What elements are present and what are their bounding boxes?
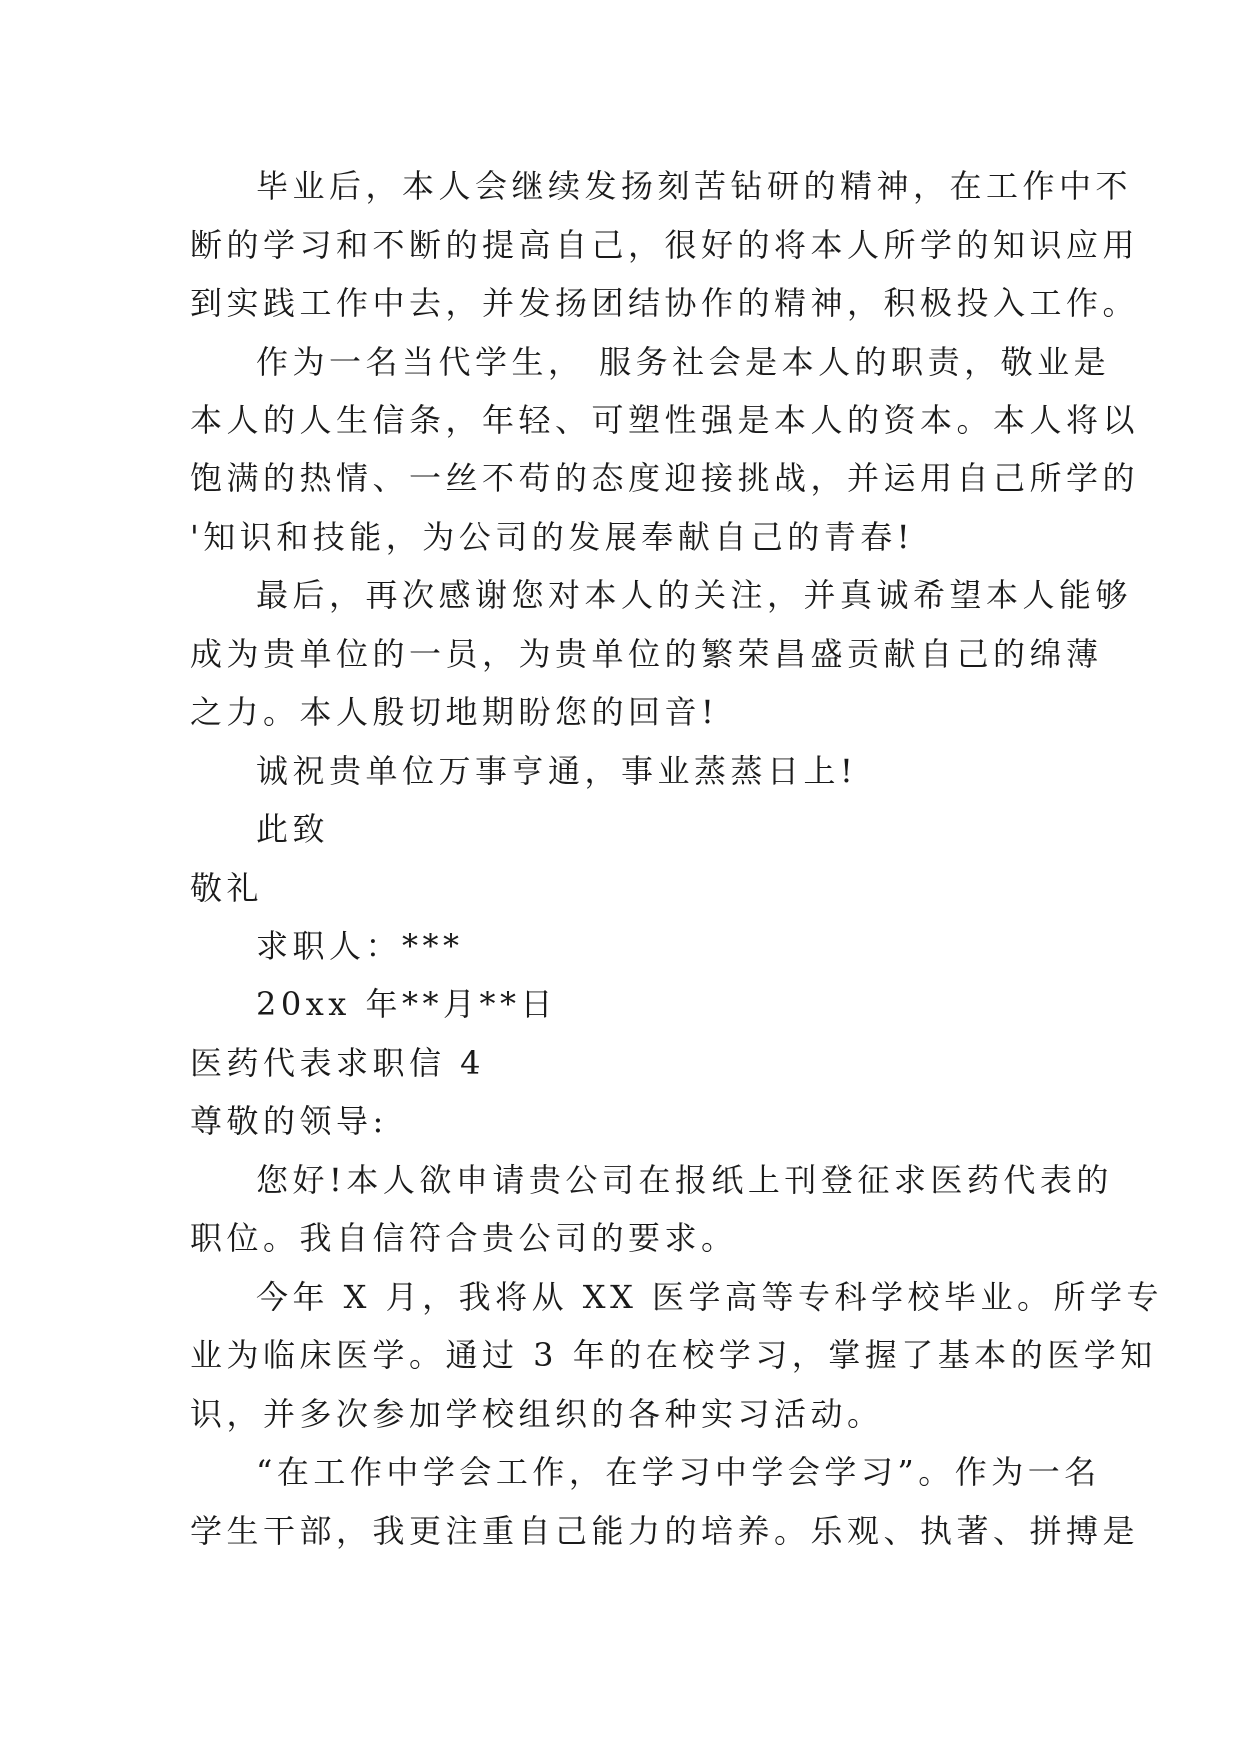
text-line: 诚祝贵单位万事亨通，事业蒸蒸日上! (256, 752, 858, 790)
text-line: 您好!本人欲申请贵公司在报纸上刊登征求医药代表的 (256, 1161, 1113, 1199)
text-line: 本人的人生信条，年轻、可塑性强是本人的资本。本人将以 (190, 401, 1140, 439)
text-line: “在工作中学会工作，在学习中学会学习”。作为一名 (256, 1453, 1101, 1491)
text-line: 成为贵单位的一员，为贵单位的繁荣昌盛贡献自己的绵薄 (190, 635, 1103, 673)
text-line: 作为一名当代学生， 服务社会是本人的职责，敬业是 (256, 343, 1111, 381)
text-line: '知识和技能，为公司的发展奉献自己的青春! (190, 518, 915, 556)
text-line: 到实践工作中去，并发扬团结协作的精神，积极投入工作。 (190, 284, 1140, 322)
closing-salutation: 此致 (256, 810, 330, 848)
text-line: 今年 X 月，我将从 XX 医学高等专科学校毕业。所学专 (256, 1278, 1164, 1316)
letter-date: 20xx 年**月**日 (256, 985, 557, 1023)
text-line: 业为临床医学。通过 3 年的在校学习，掌握了基本的医学知 (190, 1336, 1157, 1374)
text-line: 饱满的热情、一丝不苟的态度迎接挑战，并运用自己所学的 (190, 459, 1140, 497)
text-line: 职位。我自信符合贵公司的要求。 (190, 1219, 738, 1257)
closing-regards: 敬礼 (190, 869, 264, 907)
text-line: 毕业后，本人会继续发扬刻苦钻研的精神，在工作中不 (256, 167, 1133, 205)
text-line: 最后，再次感谢您对本人的关注，并真诚希望本人能够 (256, 576, 1133, 614)
applicant-signature: 求职人：*** (256, 927, 464, 965)
text-line: 之力。本人殷切地期盼您的回音! (190, 693, 719, 731)
letter-greeting: 尊敬的领导: (190, 1102, 388, 1140)
text-line: 断的学习和不断的提高自己，很好的将本人所学的知识应用 (190, 226, 1140, 264)
text-line: 识，并多次参加学校组织的各种实习活动。 (190, 1395, 884, 1433)
letter-heading: 医药代表求职信 4 (190, 1044, 486, 1082)
text-line: 学生干部，我更注重自己能力的培养。乐观、执著、拼搏是 (190, 1512, 1140, 1550)
